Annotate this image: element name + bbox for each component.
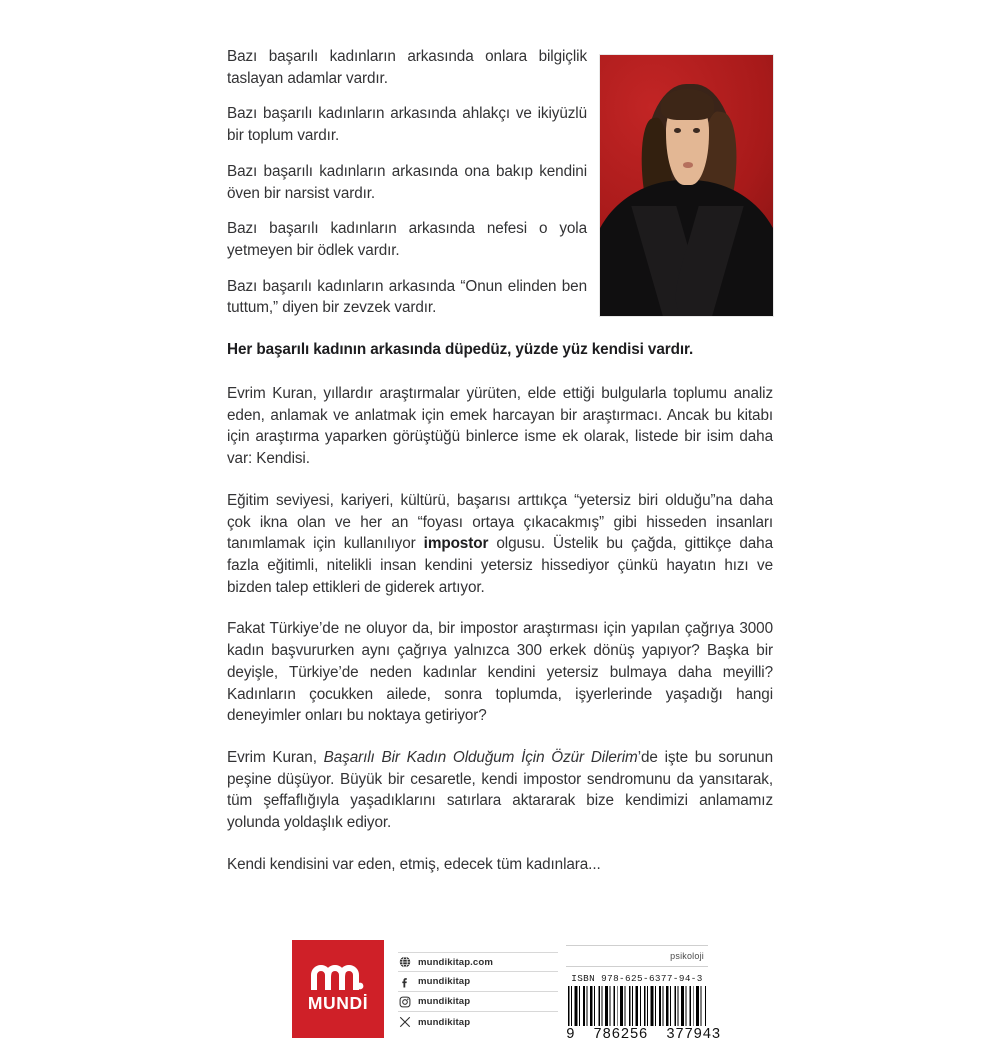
impostor-paragraph xyxy=(227,490,773,599)
book-title-italic: Başarılı Bir Kadın Olduğum İçin Özür Dilerim xyxy=(323,748,638,766)
isbn-number: ISBN 978-625-6377-94-3 xyxy=(571,973,703,984)
tagline-paragraph-1: Bazı başarılı kadınların arkasında onlara bilgiçlik taslayan adamlar vardır. xyxy=(227,48,587,87)
portrait-lips xyxy=(683,162,693,168)
book-desc-tail: ’de işte bu sorunun peşine düşüyor. Büyük bir cesaretle, kendi impostor sendromunu da yansıtarak, tüm şeffaflığıyla yaşadıklarını satırlara aktararak bize kendimizi anlamamız yolunda yoldaşlık ediyor. xyxy=(227,748,773,832)
emphasis-statement: Her başarılı kadının arkasında düpedüz, yüzde yüz kendisi vardır. xyxy=(227,341,694,359)
tagline-paragraph-4: Bazı başarılı kadınların arkasında nefesi o yola yetmeyen bir ödlek vardır. xyxy=(227,220,587,260)
portrait-fringe xyxy=(661,89,715,120)
author-bio-paragraph: Evrim Kuran, yıllardır araştırmalar yürüten, elde ettiği bulgularla toplumu analiz eden, anlamak ve anlatmak için emek harcayan bir araştırmacı. Ancak bu kitabı için araştırma yaparken görüştüğü binlerce isme ek olarak, listede bir isim daha var: Kendisi. xyxy=(227,384,773,468)
impostor-text-tail: olgusu. Üstelik bu çağda, gittikçe daha fazla eğitimli, nitelikli insan kendini yetersiz hissediyor çünkü hayatın hızı ve bizden talep ettikleri de giderek artıyor. xyxy=(227,535,773,596)
publisher-logo[interactable] xyxy=(292,940,384,1038)
isbn-barcode-block xyxy=(566,945,721,1043)
book-desc-lead: Evrim Kuran, xyxy=(227,748,324,766)
category-row xyxy=(566,945,708,967)
author-portrait-photo xyxy=(600,55,773,316)
research-question-paragraph: Fakat Türkiye’de ne oluyor da, bir impostor araştırması için yapılan çağrıya 3000 kadın başvururken aynı çağrıya yalnızca 300 erkek dönüş yapıyor? Başka bir deyişle, Türkiye’de neden kadınlar kendini yetersiz bulmaya daha meyilli? Kadınların çocukken ailede, sonra toplumda, işyerlerinde yaşadığı hangi deneyimler onları bu noktaya getiriyor? xyxy=(227,620,773,725)
impostor-keyword: impostor xyxy=(423,535,489,553)
dedication-line: Kendi kendisini var eden, etmiş, edecek tüm kadınlara... xyxy=(227,855,601,873)
tagline-paragraph-2: Bazı başarılı kadınların arkasında ahlakçı ve ikiyüzlü bir toplum vardır. xyxy=(227,105,587,145)
facebook-icon xyxy=(398,975,411,988)
website-label: mundikitap.com xyxy=(418,956,493,968)
facebook-label: mundikitap xyxy=(418,976,471,987)
globe-icon xyxy=(398,956,411,969)
book-description-paragraph xyxy=(227,747,773,834)
mundi-wave-icon xyxy=(310,964,366,990)
social-row-x[interactable] xyxy=(398,1012,558,1032)
social-row-website[interactable] xyxy=(398,952,558,972)
social-row-facebook[interactable] xyxy=(398,972,558,992)
x-twitter-icon xyxy=(398,1016,411,1029)
category-label: psikoloji xyxy=(670,951,704,961)
tagline-paragraph-3: Bazı başarılı kadınların arkasında ona bakıp kendini öven bir narsist vardır. xyxy=(227,162,587,202)
instagram-icon xyxy=(398,995,411,1008)
cover-footer xyxy=(292,940,721,1043)
impostor-text-lead: Eğitim seviyesi, kariyeri, kültürü, başarısı arttıkça “yetersiz biri olduğu”na daha çok ikna olan ve her an “foyası ortaya çıkacakmış” gibi hisseden insanları tanımlamak için kullanılıyor xyxy=(227,491,773,553)
barcode-bars xyxy=(568,986,706,1026)
tagline-paragraph-5: Bazı başarılı kadınların arkasında “Onun elinden ben tuttum,” diyen bir zevzek vardır. xyxy=(227,277,587,317)
x-label: mundikitap xyxy=(418,1016,471,1028)
publisher-name: MUNDİ xyxy=(307,993,369,1013)
instagram-label: mundikitap xyxy=(418,996,471,1007)
social-links-list xyxy=(398,952,558,1032)
ean-digits: 9 786256 377943 xyxy=(566,1027,721,1043)
social-row-instagram[interactable] xyxy=(398,992,558,1012)
